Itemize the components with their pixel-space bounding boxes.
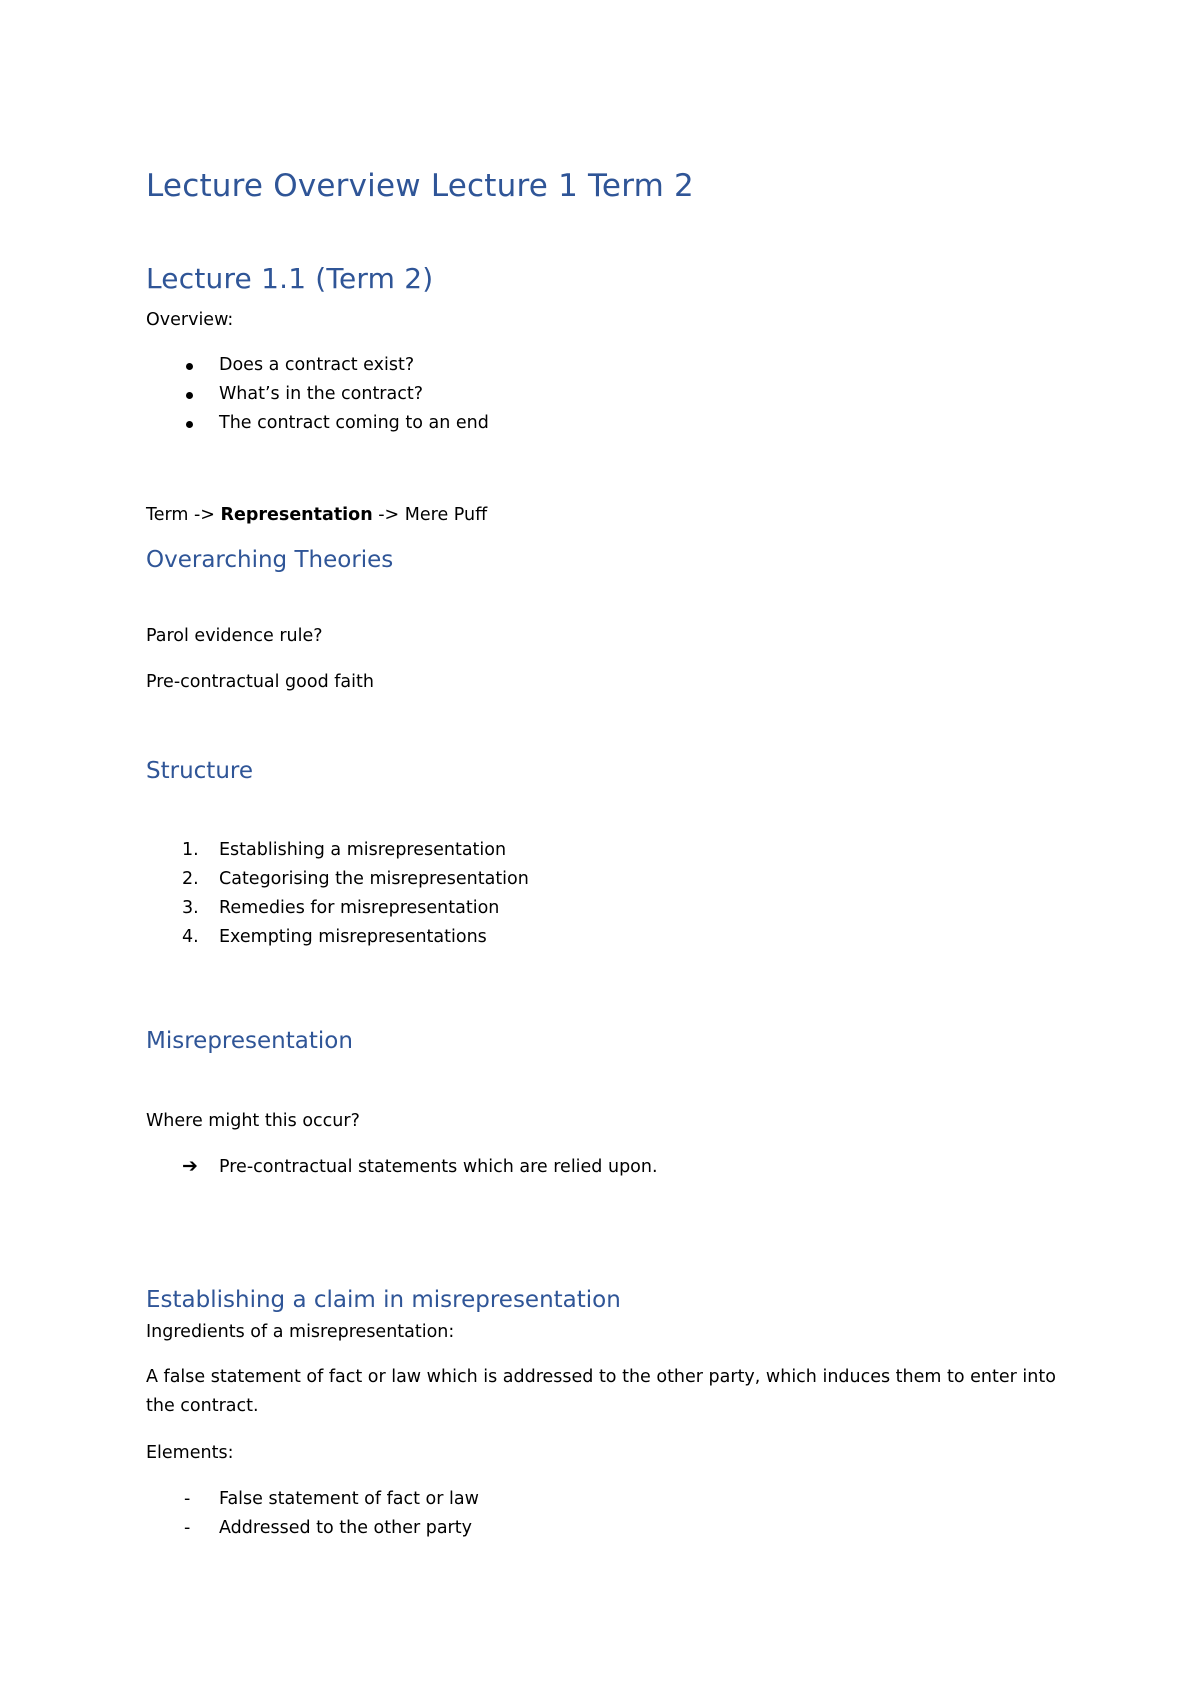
structure-heading: Structure [146, 758, 253, 784]
arrow-right-icon: ➔ [182, 1155, 198, 1177]
overview-label: Overview: [146, 310, 234, 330]
term-representation-line: Term -> Representation -> Mere Puff [146, 505, 488, 525]
claim-heading: Establishing a claim in misrepresentation [146, 1287, 621, 1313]
element-list-item: - False statement of fact or law [184, 1489, 479, 1509]
structure-list-item: 3. Remedies for misrepresentation [182, 898, 500, 918]
overview-list-item: Does a contract exist? [146, 355, 1046, 381]
structure-list-item: 1. Establishing a misrepresentation [182, 840, 507, 860]
bullet-icon [186, 363, 193, 370]
bullet-icon [186, 392, 193, 399]
misrepresentation-heading: Misrepresentation [146, 1028, 353, 1054]
lecture-heading: Lecture 1.1 (Term 2) [146, 262, 434, 295]
structure-list-item: 4. Exempting misrepresentations [182, 927, 487, 947]
ingredients-label: Ingredients of a misrepresentation: [146, 1322, 455, 1342]
theory-line: Parol evidence rule? [146, 626, 323, 646]
element-list-item: - Addressed to the other party [184, 1518, 472, 1538]
arrow-list-item: ➔ Pre-contractual statements which are relied upon. [182, 1155, 658, 1177]
definition-paragraph: A false statement of fact or law which is addressed to the other party, which induces them to enter into the contract. [146, 1367, 1056, 1416]
theories-heading: Overarching Theories [146, 547, 394, 573]
document-title: Lecture Overview Lecture 1 Term 2 [146, 168, 694, 204]
elements-label: Elements: [146, 1443, 234, 1463]
overview-list-item: The contract coming to an end [146, 413, 1046, 439]
misrepresentation-question: Where might this occur? [146, 1111, 360, 1131]
overview-list-item: What’s in the contract? [146, 384, 1046, 410]
bullet-icon [186, 421, 193, 428]
theory-line: Pre-contractual good faith [146, 672, 374, 692]
structure-list-item: 2. Categorising the misrepresentation [182, 869, 529, 889]
